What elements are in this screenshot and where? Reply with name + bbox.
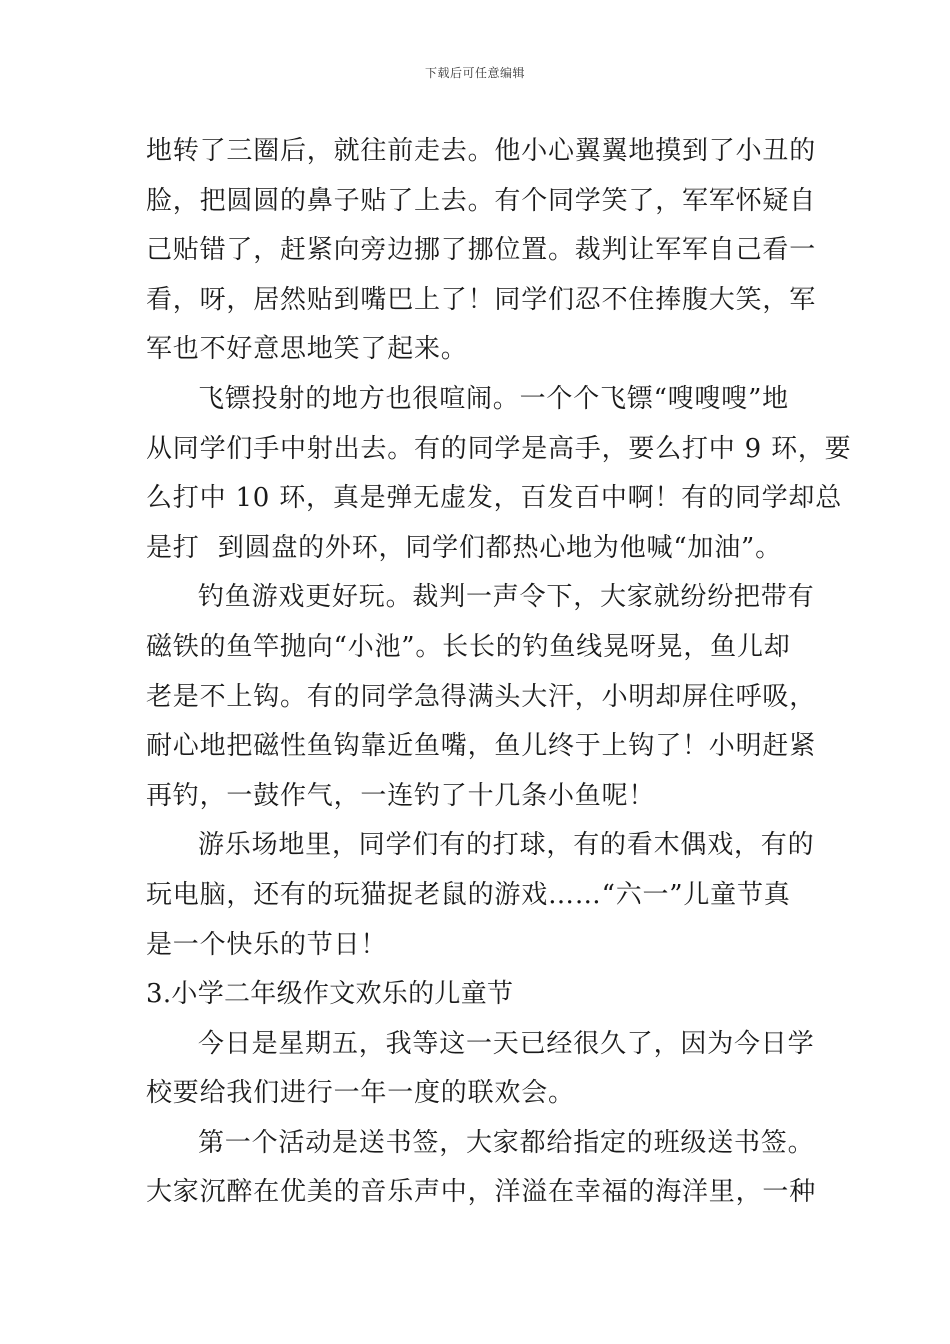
paragraph-start-line: 钓鱼游戏更好玩。裁判一声令下，大家就纷纷把带有 [198,582,815,613]
text-line: 大家沉醉在优美的音乐声中，洋溢在幸福的海洋里，一种 [146,1177,817,1208]
document-body [146,127,852,1218]
paragraph-start-line: 游乐场地里，同学们有的打球，有的看木偶戏，有的 [198,830,815,861]
text-line: 么打中 10 环，真是弹无虚发，百发百中啊！有的同学却总 [146,483,843,514]
text-line: 脸，把圆圆的鼻子贴了上去。有个同学笑了，军军怀疑自 [146,185,817,216]
page-header: 下载后可任意编辑 [424,66,525,80]
text-line: 老是不上钩。有的同学急得满头大汗，小明却屏住呼吸， [146,681,817,712]
text-line: 地转了三圈后，就往前走去。他小心翼翼地摸到了小丑的 [146,136,817,166]
paragraph-start-line: 飞镖投射的地方也很喧闹。一个个飞镖“嗖嗖嗖”地 [198,383,789,414]
paragraph-start-line: 今日是星期五，我等这一天已经很久了，因为今日学 [198,1028,815,1059]
text-line: 是一个快乐的节日！ [146,929,388,960]
section-heading: 3.小学二年级作文欢乐的儿童节 [146,979,514,1010]
text-line: 再钓，一鼓作气，一连钓了十几条小鱼呢！ [146,780,656,811]
text-line: 从同学们手中射出去。有的同学是高手，要么打中 9 环，要 [146,433,852,464]
text-line: 耐心地把磁性鱼钩靠近鱼嘴，鱼儿终于上钩了！小明赶紧 [146,731,817,762]
text-line: 看，呀，居然贴到嘴巴上了！同学们忍不住捧腹大笑，军 [146,284,817,315]
paragraph-start-line: 第一个活动是送书签，大家都给指定的班级送书签。 [198,1127,815,1158]
text-line: 军也不好意思地笑了起来。 [146,334,468,365]
text-line: 是打 到圆盘的外环，同学们都热心地为他喊“加油”。 [146,532,782,563]
text-line: 磁铁的鱼竿抛向“小池”。长长的钓鱼线晃呀晃，鱼儿却 [146,631,791,662]
text-line: 己贴错了，赶紧向旁边挪了挪位置。裁判让军军自己看一 [146,235,817,266]
text-line: 校要给我们进行一年一度的联欢会。 [146,1078,575,1109]
text-line: 玩电脑，还有的玩猫捉老鼠的游戏……“六一”儿童节真 [146,879,791,910]
